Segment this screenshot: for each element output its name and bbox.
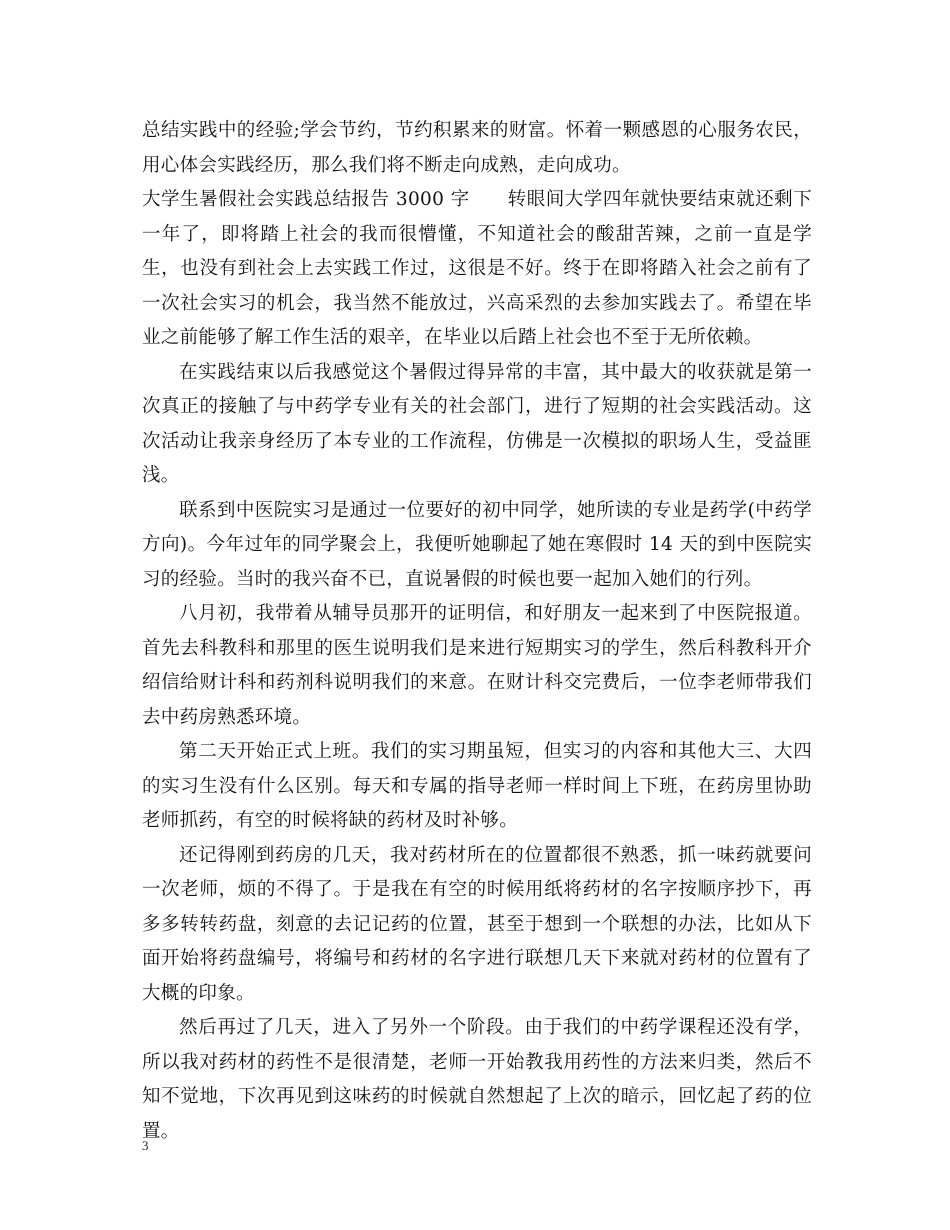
page-number: 3 [142,1138,149,1153]
paragraph: 然后再过了几天，进入了另外一个阶段。由于我们的中药学课程还没有学，所以我对药材的药性不是很清楚，老师一开始教我用药性的方法来归类，然后不知不觉地，下次再见到这味药的时候就自然想起了上次的暗示，回忆起了药的位置。 [142,1017,812,1142]
paragraph: 总结实践中的经验;学会节约，节约积累来的财富。怀着一颗感恩的心服务农民，用心体会实践经历，那么我们将不断走向成熟，走向成功。 [142,120,812,176]
paragraph: 还记得刚到药房的几天，我对药材所在的位置都很不熟悉，抓一味药就要问一次老师，烦的不得了。于是我在有空的时候用纸将药材的名字按顺序抄下，再多多转转药盘，刻意的去记记药的位置，甚至于想到一个联想的办法，比如从下面开始将药盘编号，将编号和药材的名字进行联想几天下来就对药材的位置有了大概的印象。 [142,844,812,1004]
paragraph: 在实践结束以后我感觉这个暑假过得异常的丰富，其中最大的收获就是第一次真正的接触了与中药学专业有关的社会部门，进行了短期的社会实践活动。这次活动让我亲身经历了本专业的工作流程，仿佛是一次模拟的职场人生，受益匪浅。 [142,361,812,486]
document-body [142,114,812,1149]
paragraph: 八月初，我带着从辅导员那开的证明信，和好朋友一起来到了中医院报道。首先去科教科和那里的医生说明我们是来进行短期实习的学生，然后科教科开介绍信给财计科和药剂科说明我们的来意。在财计科交完费后，一位李老师带我们去中药房熟悉环境。 [142,603,812,728]
paragraph: 第二天开始正式上班。我们的实习期虽短，但实习的内容和其他大三、大四的实习生没有什么区别。每天和专属的指导老师一样时间上下班，在药房里协助老师抓药，有空的时候将缺的药材及时补够。 [142,741,812,831]
paragraph: 大学生暑假社会实践总结报告 3000 字 转眼间大学四年就快要结束就还剩下一年了，即将踏上社会的我而很懵懂，不知道社会的酸甜苦辣，之前一直是学生，也没有到社会上去实践工作过，这很是不好。终于在即将踏入社会之前有了一次社会实习的机会，我当然不能放过，兴高采烈的去参加实践去了。希望在毕业之前能够了解工作生活的艰辛，在毕业以后踏上社会也不至于无所依赖。 [142,189,812,348]
paragraph: 联系到中医院实习是通过一位要好的初中同学，她所读的专业是药学(中药学方向)。今年过年的同学聚会上，我便听她聊起了她在寒假时 14 天的到中医院实习的经验。当时的我兴奋不已，直说暑假的时候也要一起加入她们的行列。 [142,499,812,590]
